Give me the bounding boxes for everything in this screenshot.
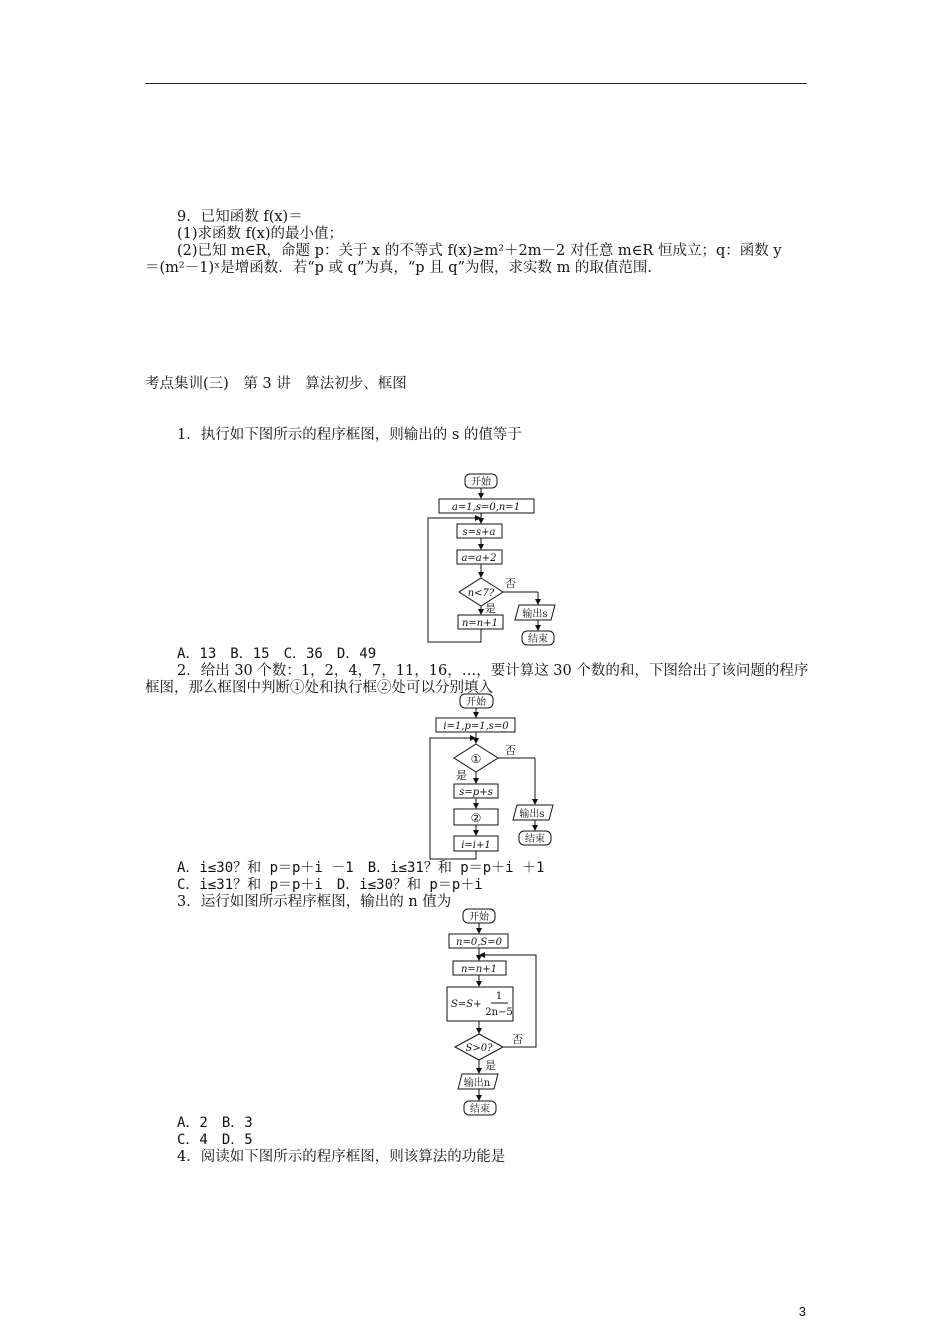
q3-yes-label: 是 bbox=[485, 1059, 496, 1072]
q3-sum-prefix: S=S+ bbox=[451, 999, 482, 1010]
q3-options-ab: A．2 B．3 bbox=[177, 1115, 253, 1131]
page-number: 3 bbox=[798, 1304, 806, 1319]
q1-no-label: 否 bbox=[505, 577, 516, 590]
q1-stem: 1．执行如下图所示的程序框图，则输出的 s 的值等于 bbox=[177, 427, 522, 443]
q1-cond-label: n<7? bbox=[467, 588, 495, 599]
q3-no-label: 否 bbox=[512, 1033, 523, 1046]
q2-stem-2: 框图，那么框图中判断①处和执行框②处可以分别填入 bbox=[145, 680, 493, 696]
q1-options: A．13 B．15 C．36 D．49 bbox=[177, 646, 377, 662]
q1-incr-label: n=n+1 bbox=[461, 618, 499, 629]
q2-output-label: 输出s bbox=[519, 809, 545, 820]
q9-line-1: 9．已知函数 f(x)＝ bbox=[177, 209, 303, 225]
q3-frac-num: 1 bbox=[495, 991, 503, 1002]
q1-step1-label: s=s+a bbox=[462, 527, 496, 538]
q3-stem: 3．运行如图所示程序框图，输出的 n 值为 bbox=[177, 894, 452, 910]
q2-no-label: 否 bbox=[505, 744, 516, 757]
q2-start-label: 开始 bbox=[466, 697, 486, 708]
q3-frac-den: 2n−5 bbox=[485, 1007, 513, 1018]
q2-step1-label: s=p+s bbox=[459, 787, 493, 798]
q3-output-label: 输出n bbox=[463, 1078, 491, 1089]
q2-init-label: i=1,p=1,s=0 bbox=[443, 721, 509, 732]
q9-line-4: ＝(m²－1)ˣ是增函数．若“p 或 q”为真，“p 且 q”为假，求实数 m 的取值范围. bbox=[145, 260, 653, 276]
q3-end-label: 结束 bbox=[470, 1104, 490, 1115]
q3-options-cd: C．4 D．5 bbox=[177, 1132, 253, 1148]
q2-stem-1: 2．给出 30 个数：1，2，4，7，11，16，…，要计算这 30 个数的和，下图给出了该问题的程序 bbox=[177, 663, 809, 679]
q9-line-3: (2)已知 m∈R，命题 p：关于 x 的不等式 f(x)≥m²＋2m－2 对任意 m∈R 恒成立；q：函数 y bbox=[177, 243, 782, 259]
q3-start-label: 开始 bbox=[469, 912, 489, 923]
q2-options-ab: A．i≤30？和 p＝p＋i －1 B．i≤31？和 p＝p＋i ＋1 bbox=[177, 860, 545, 876]
q1-end-label: 结束 bbox=[528, 634, 548, 645]
q3-incr-label: n=n+1 bbox=[460, 964, 498, 975]
section-title: 考点集训(三) 第 3 讲 算法初步、框图 bbox=[145, 376, 407, 392]
q2-incr-label: i=i+1 bbox=[461, 840, 491, 851]
q1-yes-label: 是 bbox=[485, 602, 496, 615]
q2-options-cd: C．i≤31？和 p＝p＋i D．i≤30？和 p＝p＋i bbox=[177, 877, 483, 893]
q2-cond-label: ① bbox=[470, 752, 482, 766]
q1-init-label: a=1,s=0,n=1 bbox=[451, 502, 521, 513]
q3-init-label: n=0,S=0 bbox=[456, 937, 502, 948]
q2-step2-label: ② bbox=[470, 811, 482, 825]
q2-end-label: 结束 bbox=[525, 834, 545, 845]
q1-step2-label: a=a+2 bbox=[461, 553, 497, 564]
q1-start-label: 开始 bbox=[471, 477, 491, 488]
q2-yes-label: 是 bbox=[456, 769, 467, 782]
q9-line-2: (1)求函数 f(x)的最小值； bbox=[177, 226, 344, 242]
q3-cond-label: S>0? bbox=[465, 1043, 493, 1054]
q4-stem: 4．阅读如下图所示的程序框图，则该算法的功能是 bbox=[177, 1149, 506, 1165]
q1-output-label: 输出s bbox=[522, 609, 548, 620]
